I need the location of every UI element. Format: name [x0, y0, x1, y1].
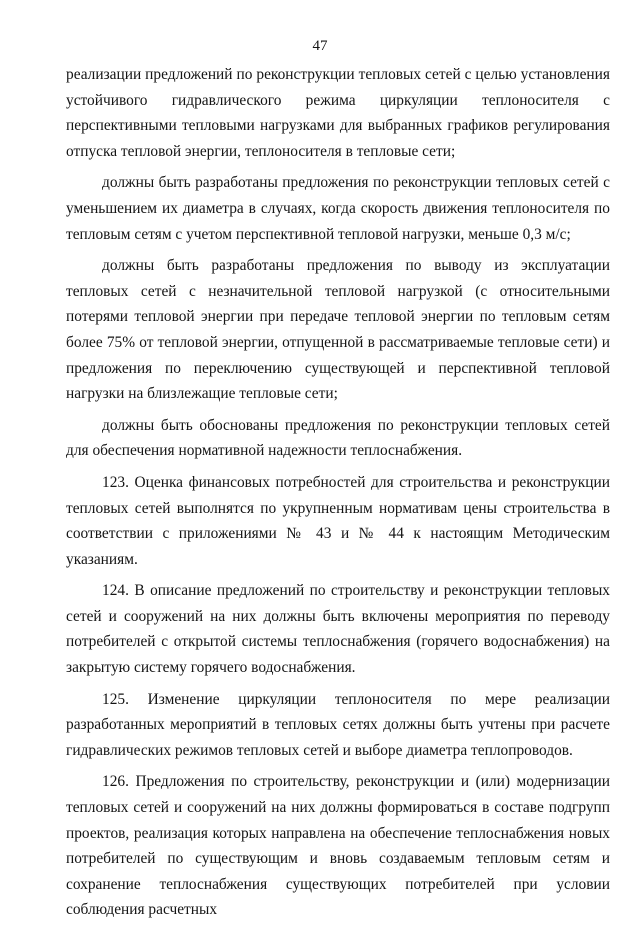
paragraph-123: 123. Оценка финансовых потребностей для строительства и реконструкции тепловых сетей выполнятся по укрупненным нормативам цены строительства в соответствии с приложениями № 43 и № 44 к настоящим Методическим указаниям.: [66, 473, 610, 568]
paragraph-126: 126. Предложения по строительству, реконструкции и (или) модернизации тепловых сетей и сооружений на них должны формироваться в составе подгрупп проектов, реализация которых направлена на обеспечение теплоснабжения новых потребителей по существующим и вновь создаваемым тепловым сетям и сохранение теплоснабжения существующих потребителей при условии соблюдения расчетных: [66, 773, 610, 919]
paragraph-decommissioning: должны быть разработаны предложения по выводу из эксплуатации тепловых сетей с незначительной тепловой нагрузкой (с относительными потерями тепловой энергии при передаче тепловой энергии по тепловым сетям более 75% от тепловой энергии, отпущенной в рассматриваемые тепловые сети) и предложения по переключению существующей и перспективной тепловой нагрузки на близлежащие тепловые сети;: [66, 257, 610, 403]
paragraph-124: 124. В описание предложений по строительству и реконструкции тепловых сетей и сооружений на них должны быть включены мероприятия по переводу потребителей с открытой системы теплоснабжения (горячего водоснабжения) на закрытую систему горячего водоснабжения.: [66, 582, 610, 677]
paragraph-125: 125. Изменение циркуляции теплоносителя по мере реализации разработанных мероприятий в тепловых сетях должны быть учтены при расчете гидравлических режимов тепловых сетей и выборе диаметра теплопроводов.: [66, 690, 610, 759]
paragraph-reliability: должны быть обоснованы предложения по реконструкции тепловых сетей для обеспечения нормативной надежности теплоснабжения.: [66, 416, 610, 460]
page-number: 47: [312, 38, 328, 54]
paragraph-diameter-reduction: должны быть разработаны предложения по реконструкции тепловых сетей с уменьшением их диаметра в случаях, когда скорость движения теплоносителя по тепловым сетям с учетом перспективной тепловой нагрузки, меньше 0,3 м/с;: [66, 174, 610, 243]
document-body: [66, 62, 610, 929]
paragraph-continuation: реализации предложений по реконструкции тепловых сетей с целью установления устойчивого гидравлического режима циркуляции теплоносителя с перспективными тепловыми нагрузками для выбранных графиков регулирования отпуска тепловой энергии, теплоносителя в тепловые сети;: [66, 66, 610, 160]
